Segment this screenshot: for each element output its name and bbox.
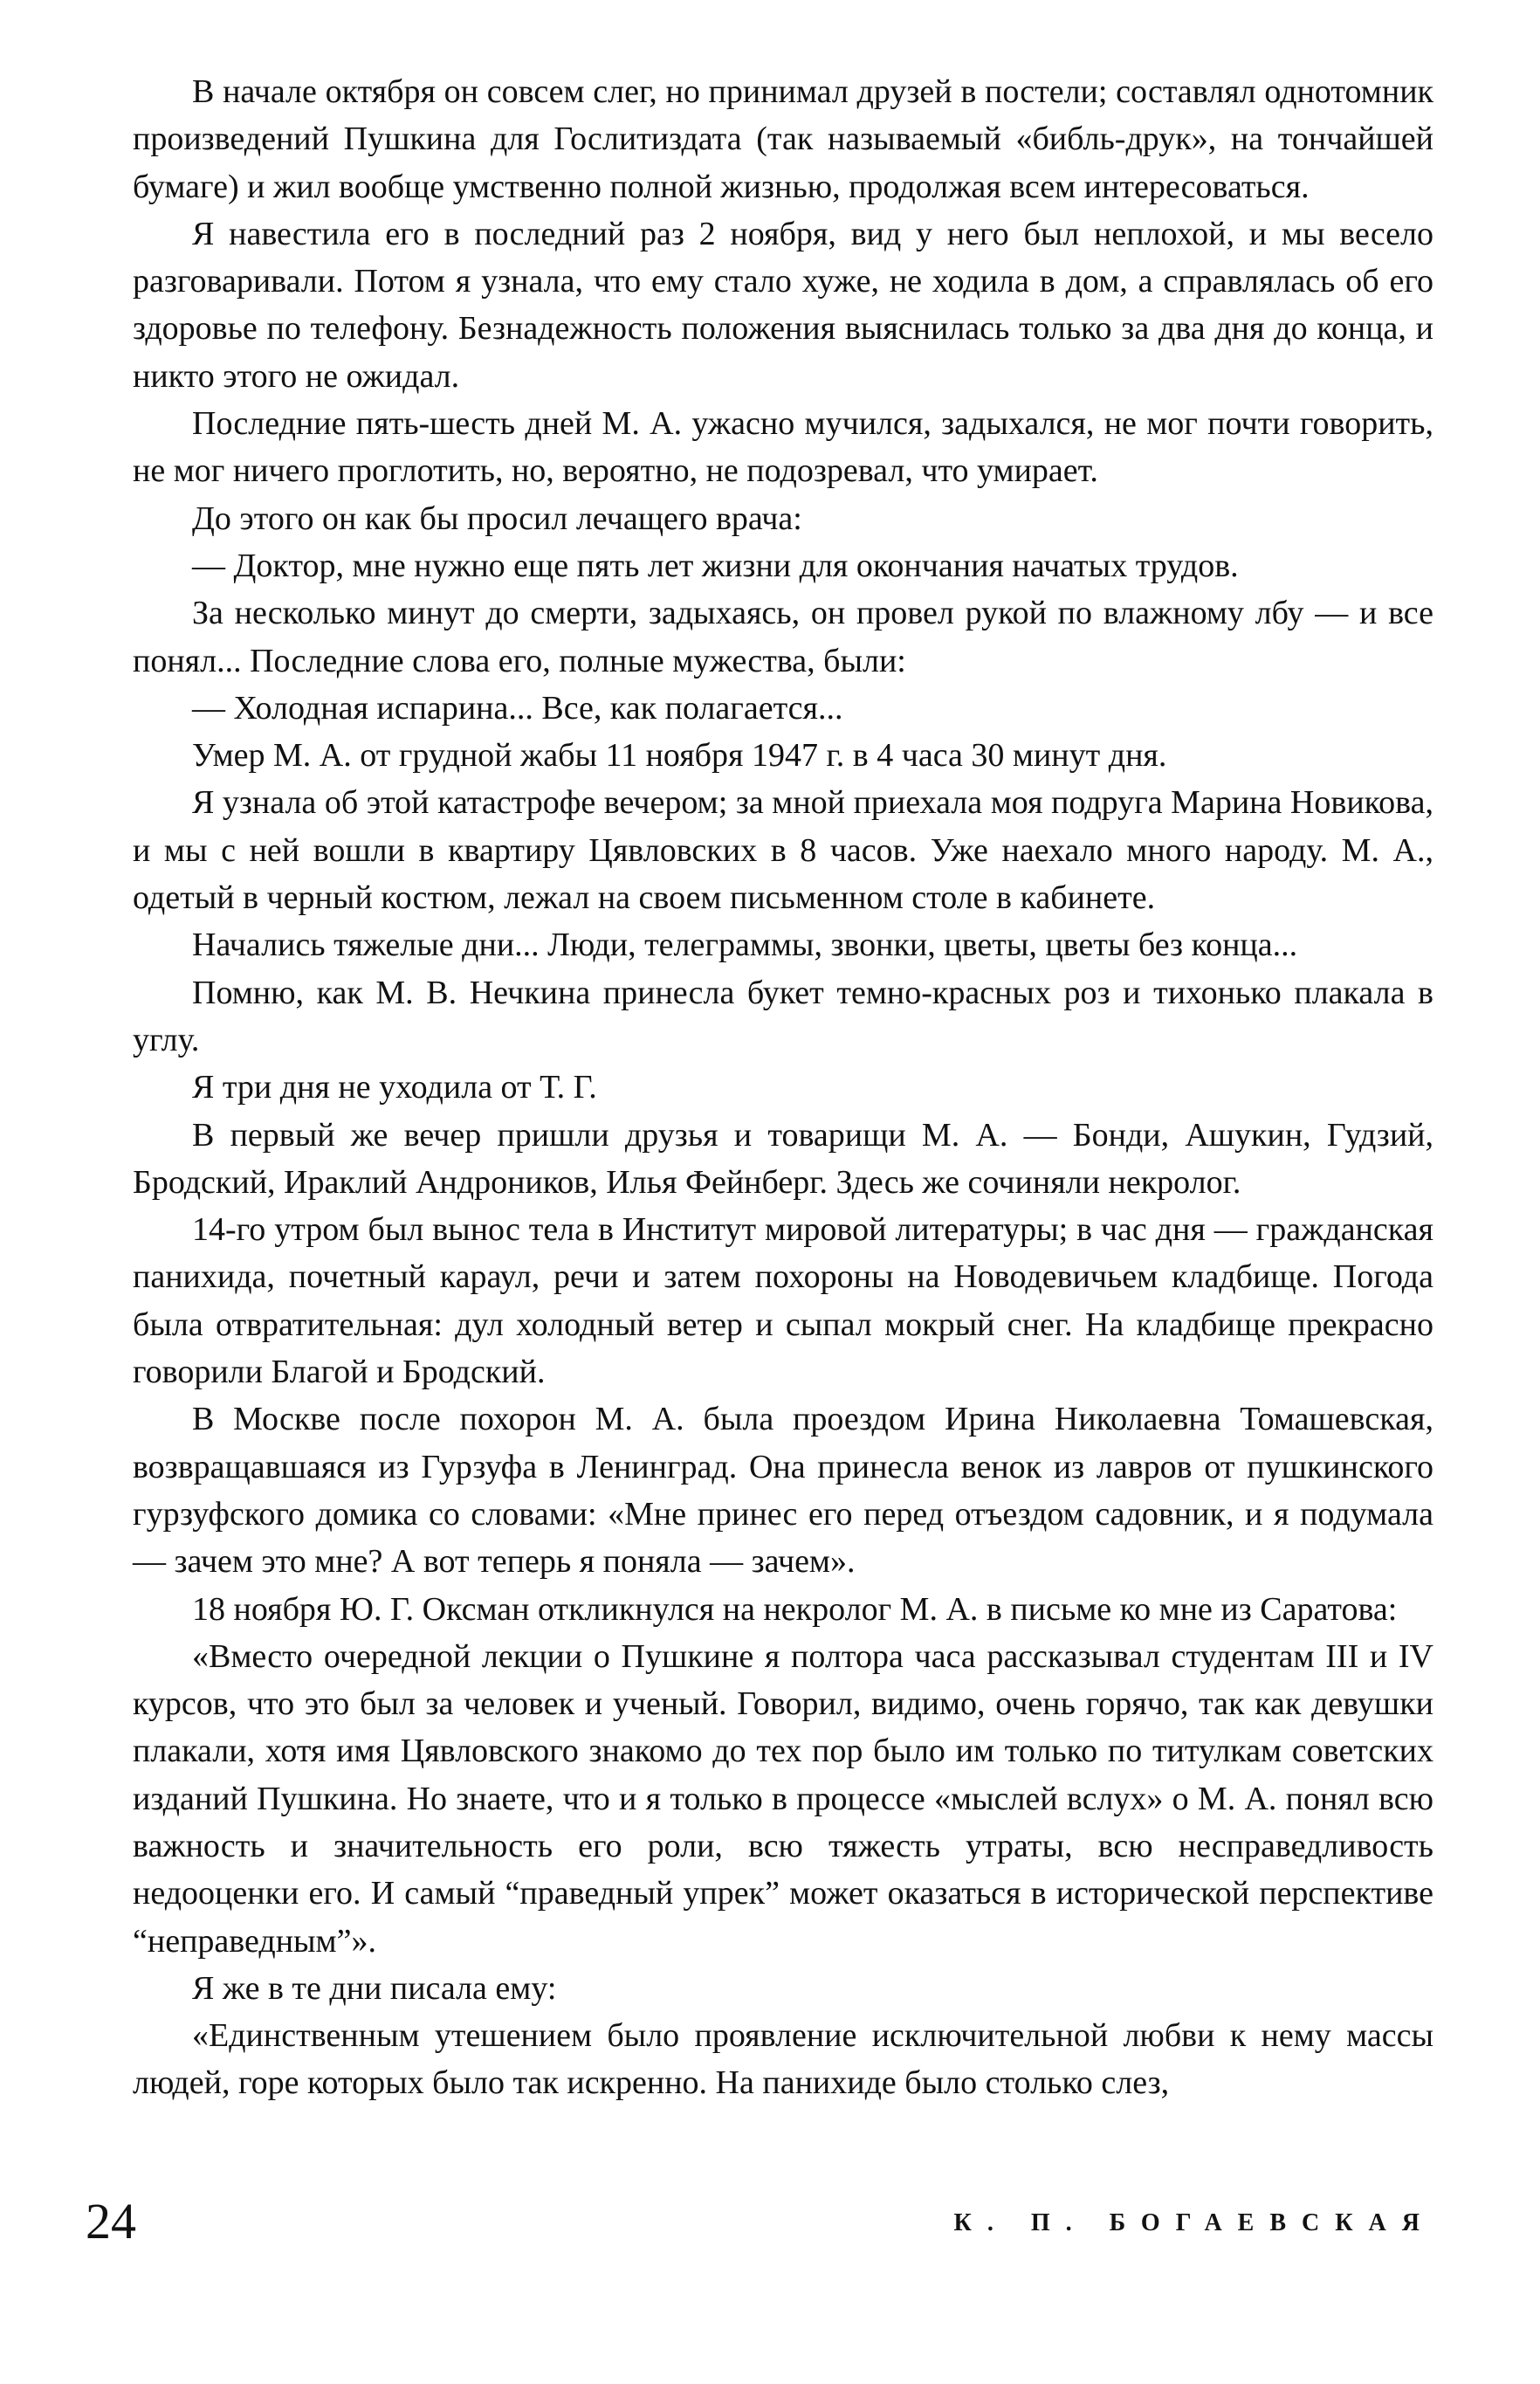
paragraph: 18 ноября Ю. Г. Оксман откликнулся на некролог М. А. в письме ко мне из Саратова: (192, 1590, 1398, 1628)
paragraph: Начались тяжелые дни... Люди, телеграммы, звонки, цветы, цветы без конца... (192, 927, 1298, 964)
paragraph: Я узнала об этой катастрофе вечером; за мной приехала моя подруга Марина Новикова, и мы с ней вошли в квартиру Цявловских в 8 часов. Уже наехало много народу. М. А., одетый в черный костюм, лежал на своем письменном столе в кабинете. (133, 784, 1433, 917)
paragraph: В первый же вечер пришли друзья и товарищи М. А. — Бонди, Ашукин, Гудзий, Бродский, Ираклий Андроников, Илья Фейнберг. Здесь же сочиняли некролог. (133, 1116, 1433, 1201)
paragraph: Я три дня не уходила от Т. Г. (192, 1069, 597, 1106)
main-text (133, 68, 1433, 2107)
paragraph: «Единственным утешением было проявление исключительной любви к нему массы людей, горе которых было так искренно. На панихиде было столько слез, (133, 2017, 1433, 2102)
page-number: 24 (86, 2193, 136, 2250)
paragraph: «Вместо очередной лекции о Пушкине я полтора часа рассказывал студентам III и IV курсов, что это был за человек и ученый. Говорил, видимо, очень горячо, так как девушки плакали, хотя имя Цявловского знакомо до тех пор было им только по титулкам советских изданий Пушкина. Но знаете, что и я только в процессе «мыслей вслух» о М. А. понял всю важность и значительность его роли, всю тяжесть утраты, всю несправедливость недооценки его. И самый “праведный упрек” может оказаться в исторической перспективе “неправедным”». (133, 1637, 1433, 1960)
paragraph: Умер М. А. от грудной жабы 11 ноября 1947 г. в 4 часа 30 минут дня. (192, 737, 1167, 775)
paragraph: — Доктор, мне нужно еще пять лет жизни для окончания начатых трудов. (192, 547, 1239, 584)
paragraph: Последние пять-шесть дней М. А. ужасно мучился, задыхался, не мог почти говорить, не мог ничего проглотить, но, вероятно, не подозревал, что умирает. (133, 405, 1433, 490)
paragraph: В Москве после похорон М. А. была проездом Ирина Николаевна Томашевская, возвращавшаяся из Гурзуфа в Ленинград. Она принесла венок из лавров от пушкинского гурзуфского домика со словами: «Мне принес его перед отъездом садовник, и я подумала — зачем это мне? А вот теперь я поняла — зачем». (133, 1401, 1433, 1581)
paragraph: Помню, как М. В. Нечкина принесла букет темно-красных роз и тихонько плакала в углу. (133, 974, 1433, 1058)
paragraph: До этого он как бы просил лечащего врача: (192, 500, 802, 537)
paragraph: Я же в те дни писала ему: (192, 1969, 557, 2007)
running-footer-author: К. П. БОГАЕВСКАЯ (953, 2209, 1435, 2236)
paragraph: — Холодная испарина... Все, как полагается... (192, 689, 843, 727)
paragraph: За несколько минут до смерти, задыхаясь, он провел рукой по влажному лбу — и все понял... Последние слова его, полные мужества, были: (133, 595, 1433, 679)
paragraph: 14-го утром был вынос тела в Институт мировой литературы; в час дня — гражданская панихида, почетный караул, речи и затем похороны на Новодевичьем кладбище. Погода была отвратительная: дул холодный ветер и сыпал мокрый снег. На кладбище прекрасно говорили Благой и Бродский. (133, 1211, 1433, 1391)
paragraph: В начале октября он совсем слег, но принимал друзей в постели; составлял однотомник произведений Пушкина для Гослитиздата (так называемый «библь-друк», на тончайшей бумаге) и жил вообще умственно полной жизнью, продолжая всем интересоваться. (133, 73, 1433, 205)
paragraph: Я навестила его в последний раз 2 ноября, вид у него был неплохой, и мы весело разговаривали. Потом я узнала, что ему стало хуже, не ходила в дом, а справлялась об его здоровье по телефону. Безнадежность положения выяснилась только за два дня до конца, и никто этого не ожидал. (133, 215, 1433, 395)
